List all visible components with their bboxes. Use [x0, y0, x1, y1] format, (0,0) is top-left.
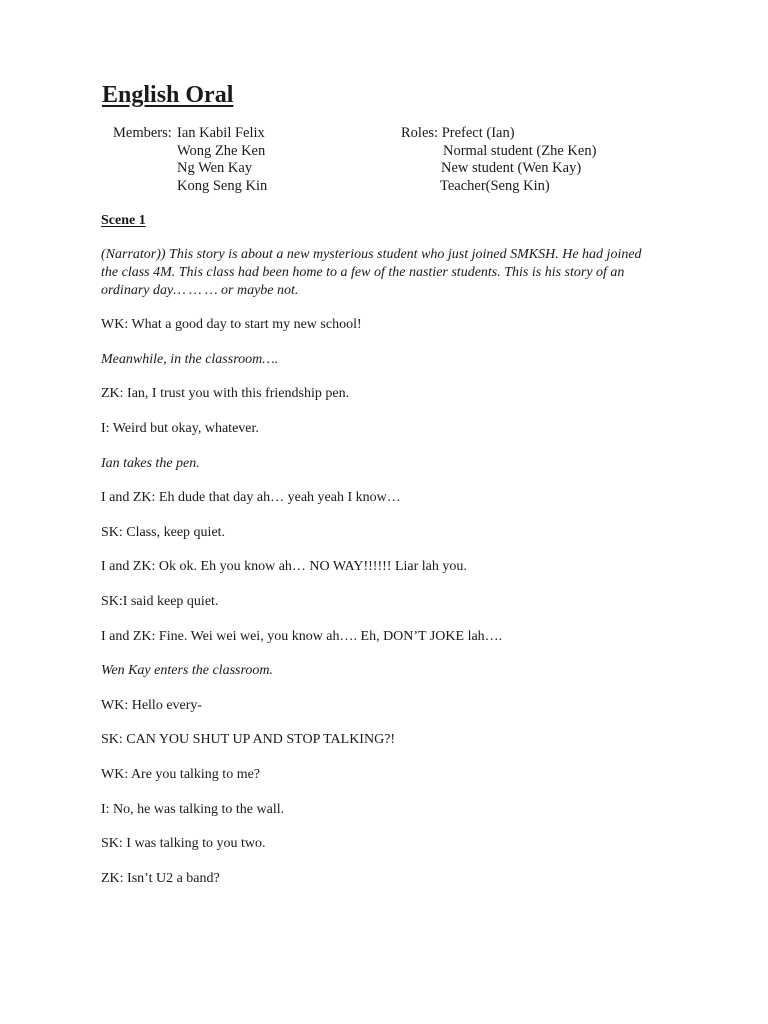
script-line: SK: Class, keep quiet.	[101, 525, 226, 540]
member-name: Wong Zhe Ken	[177, 142, 266, 159]
document-title: English Oral	[102, 82, 234, 108]
stage-direction: Ian takes the pen.	[101, 456, 200, 471]
script-line: SK: CAN YOU SHUT UP AND STOP TALKING?!	[101, 732, 396, 747]
members-list	[177, 125, 267, 195]
roles-list	[401, 125, 596, 195]
script-line: WK: What a good day to start my new school!	[101, 317, 362, 332]
role-row	[401, 125, 596, 143]
stage-direction: Meanwhile, in the classroom….	[101, 352, 279, 367]
script-line: I and ZK: Ok ok. Eh you know ah… NO WAY!!!!!! Liar lah you.	[101, 559, 467, 574]
member-name: Kong Seng Kin	[177, 177, 268, 194]
role-item: Teacher(Seng Kin)	[440, 177, 550, 194]
script-line: WK: Hello every-	[101, 698, 203, 713]
role-item: Normal student (Zhe Ken)	[443, 142, 597, 159]
script-line: WK: Are you talking to me?	[101, 767, 261, 782]
member-name: Ng Wen Kay	[177, 160, 253, 176]
script-line: I: No, he was talking to the wall.	[101, 802, 285, 817]
members-label	[113, 125, 172, 143]
narration-paragraph: (Narrator)) This story is about a new mysterious student who just joined SMKSH. He had joined the class 4M. This class had been home to a few of the nastier students. This is his story of an ordinary day… … … or maybe not.	[101, 247, 642, 298]
role-item: Prefect (Ian)	[441, 125, 515, 141]
scene-heading: Scene 1	[101, 213, 146, 228]
member-name: Ian Kabil Felix	[177, 125, 265, 141]
script-line: ZK: Ian, I trust you with this friendship pen.	[101, 386, 350, 401]
role-item: New student (Wen Kay)	[441, 160, 582, 176]
script-line: I and ZK: Fine. Wei wei wei, you know ah…. Eh, DON’T JOKE lah….	[101, 629, 503, 644]
roles-label: Roles:	[401, 125, 439, 141]
script-line: I and ZK: Eh dude that day ah… yeah yeah I know…	[101, 490, 401, 505]
script-line: SK: I was talking to you two.	[101, 836, 266, 851]
script-line: I: Weird but okay, whatever.	[101, 421, 259, 436]
members-label-text: Members:	[113, 125, 172, 141]
stage-direction: Wen Kay enters the classroom.	[101, 663, 273, 678]
script-line: SK:I said keep quiet.	[101, 594, 219, 609]
script-line: ZK: Isn’t U2 a band?	[101, 871, 220, 886]
